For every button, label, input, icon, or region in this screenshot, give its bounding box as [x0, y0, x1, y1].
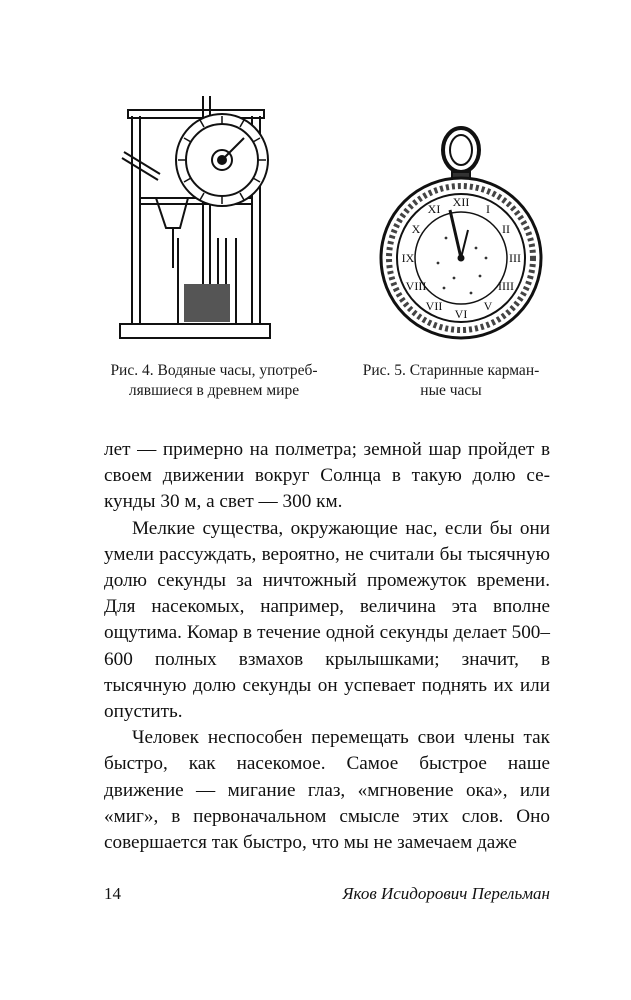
figure-4-caption-line-1: Рис. 4. Водяные часы, употреб-: [110, 362, 318, 379]
paragraph-2: Мелкие существа, окружающие нас, если бы они умели рассуждать, вероятно, не считали бы тысячную долю секунды за ничтожный промежуток времени. Для насекомых, например, величина эта вполне ощутима. Комар в течение одной секунды делает 500–600 полных взмахов крылышками; значит, в тысячную долю секунды он успевает поднять их или опустить.: [104, 517, 550, 723]
svg-text:XII: XII: [452, 195, 470, 209]
svg-text:I: I: [486, 202, 490, 216]
figure-4-caption: [100, 361, 328, 401]
figure-5-caption-line-1: Рис. 5. Старинные карман-: [362, 362, 540, 379]
svg-text:IIII: IIII: [498, 279, 514, 293]
svg-text:V: V: [483, 299, 493, 313]
svg-text:II: II: [502, 222, 510, 236]
paragraph-3: Человек неспособен перемещать свои члены так быстро, как насекомое. Самое быстрое наше движение — мигание глаз, «мгновение ока», или «миг», в первоначальном смысле этих слов. Оно совершается так быстро, что мы не замечаем даже: [104, 727, 550, 854]
svg-text:X: X: [411, 222, 421, 236]
figure-5-caption: [346, 361, 556, 401]
svg-text:III: III: [509, 251, 521, 265]
svg-text:IX: IX: [401, 251, 415, 265]
svg-text:XI: XI: [427, 202, 441, 216]
running-footer-author: Яков Исидорович Перельман: [342, 884, 550, 903]
body-text: [104, 437, 550, 856]
pocket-watch-illustration: [376, 118, 546, 348]
figure-5-caption-line-2: ные часы: [420, 382, 482, 399]
svg-text:VI: VI: [454, 307, 468, 321]
svg-text:VII: VII: [425, 299, 443, 313]
figure-4-caption-line-2: лявшиеся в древнем мире: [128, 382, 300, 399]
paragraph-1: лет — примерно на полметра; земной шар пройдет в своем движении вокруг Солнца в такую долю секунды 30 м, а свет — 300 км.: [104, 439, 550, 513]
figure-pocket-watch: [376, 118, 546, 348]
water-clock-illustration: [118, 88, 278, 348]
svg-text:VIII: VIII: [405, 279, 427, 293]
page-number: 14: [104, 884, 121, 903]
figure-water-clock: [118, 88, 278, 348]
